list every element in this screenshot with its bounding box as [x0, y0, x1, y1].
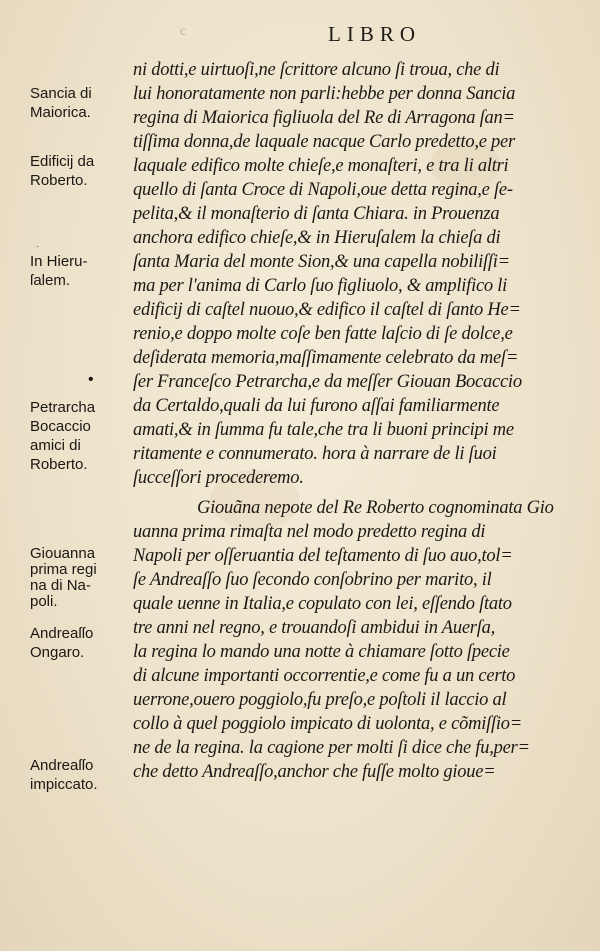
text-line: ſe Andreaſſo ſuo ſecondo conſobrino per marito, il — [133, 570, 492, 590]
text-line: anchora edifico chieſe,& in Hieruſalem la chieſa di — [133, 228, 501, 248]
margin-note-line: Sancia di — [30, 85, 92, 102]
margin-note-line: Maiorica. — [30, 104, 91, 121]
margin-note-giouanna — [30, 546, 130, 610]
text-line: ſucceſſori procederemo. — [133, 468, 304, 488]
text-line: Giouãna nepote del Re Roberto cognominata Gio — [197, 498, 554, 518]
text-line: uanna prima rimaſta nel modo predetto regina di — [133, 522, 486, 542]
margin-note-line: Bocaccio — [30, 418, 91, 435]
margin-note-line: Edificij da — [30, 153, 95, 170]
bleed-through-mark: c — [180, 24, 187, 39]
text-line: la regina lo mando una notte à chiamare ſotto ſpecie — [133, 642, 510, 662]
margin-note-petrarcha — [30, 398, 130, 474]
text-line: regina di Maiorica figliuola del Re di Arragona ſan= — [133, 108, 515, 128]
text-line: lui honoratamente non parli:hebbe per donna Sancia — [133, 84, 516, 104]
margin-note-andreasso-ongaro — [30, 624, 130, 662]
margin-note-line: Petrarcha — [30, 399, 96, 416]
margin-note-line: Andreaſſo — [30, 757, 94, 774]
margin-note-andreasso-impiccato — [30, 756, 130, 794]
text-line: deſiderata memoria,maſſimamente celebrato da meſ= — [133, 348, 519, 368]
margin-note-hierusalem — [30, 252, 130, 290]
running-title: LIBRO — [328, 22, 421, 46]
margin-note-line: Andreaſſo — [30, 625, 94, 642]
text-line: edificij di caſtel nuouo,& edifico il caſtel di ſanto He= — [133, 300, 521, 320]
margin-note-line: prima regi — [30, 561, 97, 578]
margin-note-line: Ongaro. — [30, 644, 85, 661]
margin-note-line: Roberto. — [30, 172, 88, 189]
text-line: quello di ſanta Croce di Napoli,oue detta regina,e ſe- — [133, 180, 513, 200]
text-line: da Certaldo,quali da lui furono aſſai familiarmente — [133, 396, 500, 416]
margin-note-line: ſalem. — [30, 272, 71, 289]
text-line: ſanta Maria del monte Sion,& una capella nobiliſſi= — [133, 252, 510, 272]
text-line: ritamente e connumerato. hora à narrare de li ſuoi — [133, 444, 497, 464]
text-line: pelita,& il monaſterio di ſanta Chiara. in Prouenza — [133, 204, 500, 224]
margin-note-sancia — [30, 84, 130, 122]
text-line: tiſſima donna,de laquale nacque Carlo predetto,e per — [133, 132, 515, 152]
margin-note-line: In Hieru- — [30, 253, 88, 270]
text-line: ſer Franceſco Petrarcha,e da meſſer Giouan Bocaccio — [133, 372, 522, 392]
text-line: collo à quel poggiolo impicato di uolonta, e cõmiſſio= — [133, 714, 522, 734]
text-line: che detto Andreaſſo,anchor che fuſſe molto gioue= — [133, 762, 496, 782]
page-header — [0, 22, 600, 52]
text-line: ni dotti,e uirtuoſi,ne ſcrittore alcuno ſi troua, che di — [133, 60, 500, 80]
text-line: di alcune importanti occorrentie,e come fu a un certo — [133, 666, 516, 686]
text-line: amati,& in ſumma fu tale,che tra li buoni principi me — [133, 420, 514, 440]
margin-bullet: • — [88, 371, 94, 388]
margin-note-line: Roberto. — [30, 456, 88, 473]
text-line: quale uenne in Italia,e copulato con lei, eſſendo ſtato — [133, 594, 512, 614]
margin-note-line: poli. — [30, 593, 58, 610]
text-line: tre anni nel regno, e trouandoſi ambidui in Auerſa, — [133, 618, 496, 638]
margin-note-edificij — [30, 152, 130, 190]
margin-note-line: na di Na- — [30, 577, 91, 594]
margin-note-line: amici di — [30, 437, 81, 454]
text-line: Napoli per oſſeruantia del teſtamento di ſuo auo,tol= — [133, 546, 513, 566]
text-line: ma per l'anima di Carlo ſuo figliuolo, & amplifico li — [133, 276, 508, 296]
text-line: uerrone,ouero poggiolo,fu preſo,e poſtoli il laccio al — [133, 690, 507, 710]
text-line: laquale edifico molte chieſe,e monaſteri, e tra li altri — [133, 156, 509, 176]
margin-note-line: impiccato. — [30, 776, 98, 793]
text-line: renio,e doppo molte coſe ben fatte laſcio di ſe dolce,e — [133, 324, 513, 344]
margin-note-line: Giouanna — [30, 546, 96, 562]
text-line: ne de la regina. la cagione per molti ſi dice che fu,per= — [133, 738, 530, 758]
ink-dot: · — [36, 241, 40, 252]
